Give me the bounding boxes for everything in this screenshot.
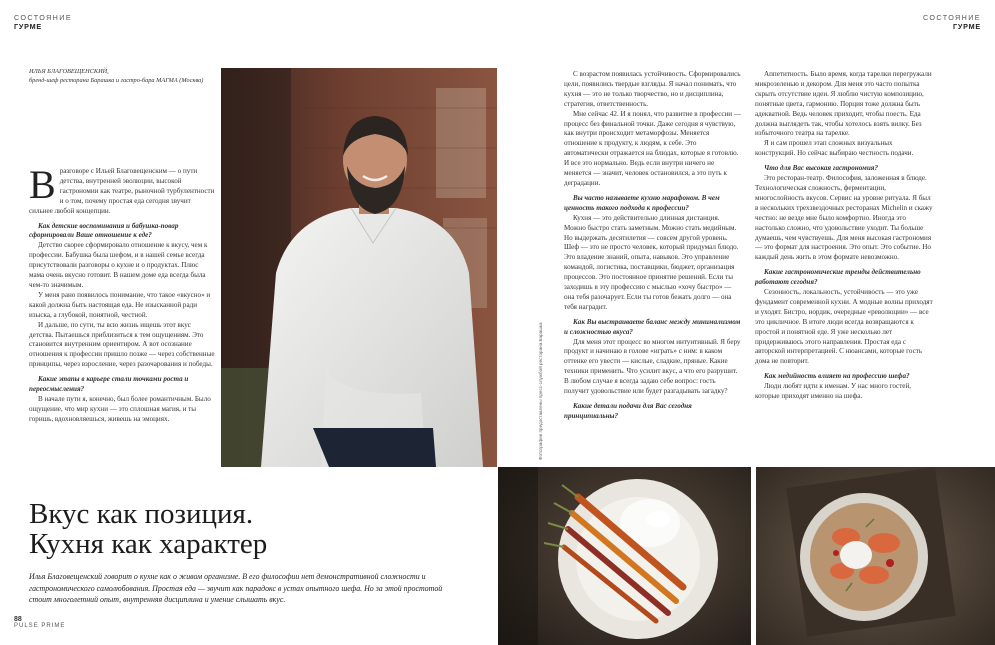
section-label: СОСТОЯНИЕ <box>922 13 981 22</box>
interview-question: Как детские воспоминания и бабушка-повар сформировали Ваше отношение к еде? <box>29 221 179 240</box>
article-column-4 <box>755 70 933 402</box>
interview-question: Как Вы выстраиваете баланс между минимализмом и сложностью вкуса? <box>564 317 741 336</box>
answer-paragraph: В начале пути я, конечно, был более романтичным. Было ощущение, что мир кухни — это сплошная магия, и ты горишь, вдохновляешься, живешь на эмоциях. <box>29 394 211 423</box>
interview-question: Вы часто называете кухню марафоном. В чем ценность такого подхода к профессии? <box>564 193 720 212</box>
answer-paragraph: И дальше, по сути, ты всю жизнь ищешь этот вкус детства. Пытаешься приблизиться к тем ощущениям. Это становится внутренним ориентиром. А вот осознание отношения к профессии пришло позже — через собственные принципы, через взросление, через разочарования и победы. <box>29 320 215 369</box>
page-footer <box>14 616 65 629</box>
byline <box>29 68 214 85</box>
article-column-3 <box>564 70 742 422</box>
chef-portrait-image <box>221 68 497 467</box>
answer-paragraph: Детство скорее сформировало отношение к вкусу, чем к профессии. Бабушка была шефом, и в нашей семье всегда присутствовали разговоры о кухне и о продуктах. Плюс мама очень вкусно готовит. В нашем доме еда всегда была чем-то значимым. <box>29 241 208 289</box>
title-line: Вкус как позиция. <box>29 498 254 530</box>
section-header-left <box>14 13 72 31</box>
answer-paragraph: Сезонность, локальность, устойчивость — это уже фундамент современной кухни. А модные волны приходят и уходят. Бистро, нордик, очередные «революции» — все это цикличное. В итоге люди всегда возвращаются к простой и понятной еде. Я уже несколько лет придерживаюсь этого направления. Простая еда с авторской интерпретацией. С нюансами, которые гость дома не повторит. <box>755 288 933 366</box>
interview-question: Какие этапы в карьере стали точками роста и переосмысления? <box>29 375 189 394</box>
page-number: 88 <box>14 616 22 623</box>
answer-paragraph: Кухня — это действительно длинная дистанция. Можно быстро стать заметным. Можно стать медийным. Но выдержать десятилетия — совсем другой уровень. Шеф — это не просто человек, который придумал блюдо. Это владение знаний, опыта, навыков. Это управление командой, логистика, поставщики, бюджет, организация процессов. Это постоянное принятие решений. Если ты заходишь в эту профессию с мыслью «хочу быстро» — она тебя разочарует. Если ты готов бежать долго — она тебя наградит. <box>564 213 739 311</box>
chef-portrait-photo <box>221 68 497 467</box>
section-label: СОСТОЯНИЕ <box>14 13 73 22</box>
magazine-name: PULSE PRIME <box>14 623 66 629</box>
dish-photo-salad <box>756 467 995 645</box>
answer-paragraph: Для меня этот процесс во многом интуитивный. Я беру продукт и начинаю в голове «играть» с ним: в каком оттенке его увести — кислые, сладкие, пряные. Какие техники применить. Что усилит вкус, а что его разрушит. В любом случае я всегда задаю себе вопрос: гость получит удовольствие или будет разгадывать загадку? <box>564 337 741 396</box>
section-header-right <box>923 13 981 31</box>
section-sublabel: ГУРМЕ <box>952 22 981 31</box>
answer-paragraph: Это ресторан-театр. Философия, заложенная в блюде. Технологическая сложность, ферментации, многослойность вкусов. Сервис на уровне ритуала. Я был в нескольких трехзвездочных ресторанах Michelin и скажу честно: не везде мне было комфортно. Иногда это настолько сложно, что удовольствие уходит. Ты больше думаешь, чем чувствуешь. Для меня высокая гастрономия — это формат для настроения. Это опыт. Это событие. Но каждый день жить в этом формате невозможно. <box>755 174 933 262</box>
drop-cap: В <box>29 162 56 207</box>
dish-photo-carrots <box>498 467 751 645</box>
byline-role: бренд-шеф ресторана Барашка и гастро-бара МАГМА (Москва) <box>29 76 204 84</box>
interview-question: Как медийность влияет на профессию шефа? <box>764 372 910 381</box>
interview-question: Какие гастрономические тренды действительно работают сегодня? <box>755 268 921 287</box>
section-sublabel: ГУРМЕ <box>14 22 43 31</box>
answer-paragraph: У меня рано появилось понимание, что такое «вкусно» и какой должна быть настоящая еда. Не изысканной ради изыска, а глубокой, понятной, честной. <box>29 290 211 319</box>
byline-name: ИЛЬЯ БЛАГОВЕЩЕНСКИЙ, <box>29 68 109 75</box>
dish-photo-carrots-image <box>498 467 751 645</box>
interview-question: Что для Вас высокая гастрономия? <box>764 164 878 173</box>
article-lead: Илья Благовещенский говорит о кухне как о живом организме. В его философии нет демонстративной сложности и гастрономического самолюбования. Простая еда — звучит как парадокс в устах опытного шефа. Но за этой простотой стоит многолетний опыт, внутренняя дисциплина и умение слышать вкус. <box>29 572 443 604</box>
answer-paragraph: Аппетитность. Было время, когда тарелки перегружали микрозеленью и декором. Для меня это часто попытка скрыть отсутствие идеи. Я люблю чистую композицию, понятные цвета, гармонию. Порция тоже должна быть адекватной. Ведь человек приходит, чтобы поесть. Еда должна выглядеть так, чтобы хотелось взять вилку. Без избыточного театра на тарелке. <box>755 70 932 138</box>
answer-paragraph: Мне сейчас 42. И я понял, что развитие в профессии — процесс без финальной точки. Даже сегодня я чувствую, как внутри происходит метаморфозы. Меняется отношение к продукту, к людям, к себе. Это автоматически отражается на блюдах, которые я готовлю. И все это нормально. Ведь если внутри ничего не меняется — значит, человек остановился, а это путь к деградации. <box>564 109 741 187</box>
photo-credit: Фотографии предоставлены пресс-службой ресторана Барашка <box>538 322 543 460</box>
answer-paragraph: С возрастом появилась устойчивость. Сформировались цели, появились твердые взгляды. Я начал понимать, что кухня — это не только творчество, но и дисциплина, стратегия, ответственность. <box>564 70 741 108</box>
intro-paragraph: Вразговоре с Ильей Благовещенским — о пути детства, внутренней эволюции, высокой гастрономии как театре, рыночной турбулентности и о том, почему простая еда сегодня звучит сильнее любой концепции. <box>29 162 215 215</box>
answer-paragraph: Я и сам прошел этап сложных визуальных конструкций. Но сейчас выбираю честность подачи. <box>755 139 914 158</box>
dish-photo-salad-image <box>756 467 995 645</box>
article-title <box>29 499 469 559</box>
title-line: Кухня как характер <box>29 528 268 560</box>
answer-paragraph: Люди любят идти к именам. У нас много гостей, которые приходят именно на шефа. <box>755 382 912 401</box>
interview-question: Какие детали подачи для Вас сегодня принципиальны? <box>564 402 692 420</box>
article-column-1 <box>29 162 215 425</box>
